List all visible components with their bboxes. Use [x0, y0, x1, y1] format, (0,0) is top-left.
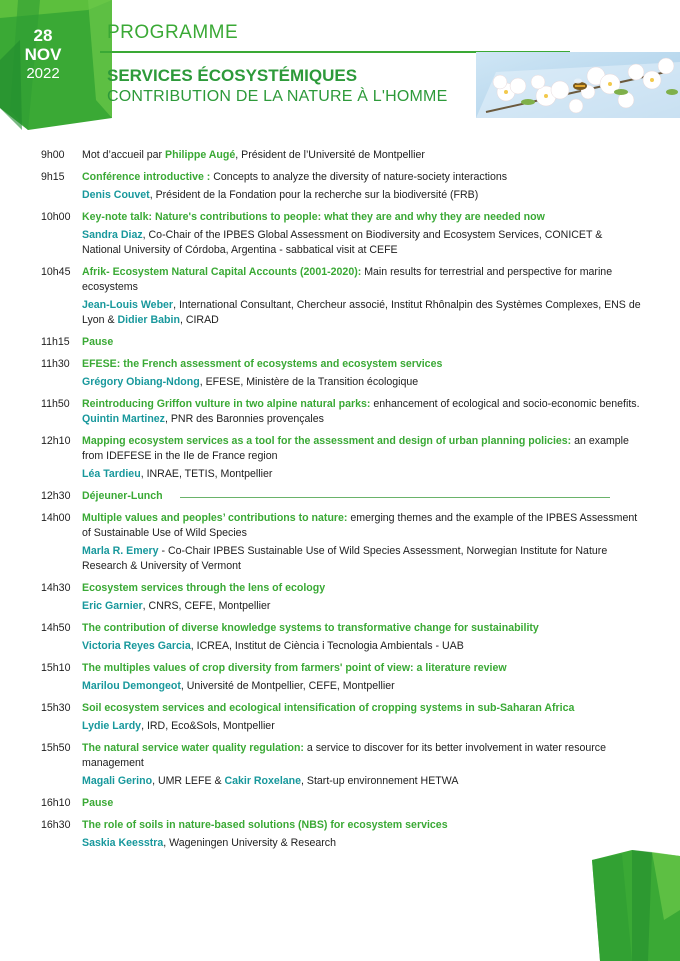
session-title: [82, 357, 642, 372]
page-title: SERVICES ÉCOSYSTÉMIQUES: [107, 66, 358, 85]
session-title: [82, 335, 642, 350]
session-speakers: [82, 467, 642, 482]
session-title: [82, 434, 642, 464]
session-speakers: [82, 188, 642, 203]
page-subtitle: CONTRIBUTION DE LA NATURE À L'HOMME: [107, 88, 448, 105]
schedule-item: [0, 511, 680, 574]
schedule-time: 12h10: [41, 435, 71, 447]
session-text: , Co-Chair of the IPBES Global Assessment on Biodiversity and Ecosystem Services, CONICET & National University of Córdoba, Argentina - sabbatical visit at CEFE: [82, 229, 603, 256]
session-highlight: Pause: [82, 797, 114, 809]
date-year: 2022: [26, 65, 60, 82]
session-title: [82, 148, 642, 163]
session-text: , CIRAD: [179, 314, 219, 326]
session-title: [82, 818, 642, 833]
session-highlight: Déjeuner-Lunch: [82, 490, 163, 502]
schedule-time: 11h50: [41, 398, 70, 410]
session-title: [82, 581, 642, 596]
programme-label: PROGRAMME: [107, 22, 239, 43]
speaker-name: Marilou Demongeot: [82, 680, 181, 692]
schedule-content: [82, 210, 642, 258]
session-highlight: The multiples values of crop diversity from farmers' point of view: a literature review: [82, 662, 507, 674]
session-text: Main results for terrestrial and perspective for marine ecosystems: [82, 266, 613, 293]
schedule-content: [82, 511, 642, 574]
session-text: a service to discover for its better involvement in water resource management: [82, 742, 606, 769]
schedule-time: 14h00: [41, 512, 71, 524]
session-title: [82, 661, 642, 676]
corner-decoration: [592, 850, 680, 961]
session-highlight: EFESE: the French assessment of ecosystems and ecosystem services: [82, 358, 443, 370]
session-title: [82, 701, 642, 716]
schedule-time: 14h30: [41, 582, 71, 594]
session-highlight: The role of soils in nature-based solutions (NBS) for ecosystem services: [82, 819, 448, 831]
schedule-item: [0, 170, 680, 203]
session-speakers: [82, 836, 642, 851]
session-speakers: [82, 679, 642, 694]
schedule-content: [82, 148, 642, 163]
speaker-name: Victoria Reyes Garcia: [82, 640, 191, 652]
speaker-name: Eric Garnier: [82, 600, 143, 612]
date-month: NOV: [24, 45, 62, 64]
session-speakers: [82, 774, 642, 789]
session-text: emerging themes and the example of the IPBES Assessment of Sustainable Use of Wild Species: [82, 512, 638, 539]
session-text: , Président de la Fondation pour la recherche sur la biodiversité (FRB): [149, 189, 479, 201]
session-highlight: Ecosystem services through the lens of ecology: [82, 582, 326, 594]
speaker-name: Lydie Lardy: [82, 720, 142, 732]
session-text: an example from IDEFESE in the Ile de France region: [82, 435, 629, 462]
session-text: - Co-Chair IPBES Sustainable Use of Wild Species Assessment, Norwegian Institute for Nature Research & University of Vermont: [82, 545, 608, 572]
speaker-name: Grégory Obiang-Ndong: [82, 376, 200, 388]
schedule-item: [0, 357, 680, 390]
session-title: [82, 170, 642, 185]
schedule-content: [82, 265, 642, 328]
session-text: , ICREA, Institut de Ciència i Tecnologia Ambientals - UAB: [190, 640, 464, 652]
speaker-name: Denis Couvet: [82, 189, 150, 201]
session-text: , Wageningen University & Research: [163, 837, 336, 849]
session-highlight: Multiple values and peoples’ contributions to nature:: [82, 512, 348, 524]
session-text: , UMR LEFE &: [152, 775, 225, 787]
schedule-item: [0, 397, 680, 427]
schedule-content: [82, 335, 642, 350]
event-date: [0, 26, 86, 83]
session-text: Concepts to analyze the diversity of nature-society interactions: [213, 171, 508, 183]
schedule-item: [0, 661, 680, 694]
programme-schedule: [0, 148, 680, 858]
session-highlight: Mapping ecosystem services as a tool for the assessment and design of urban planning policies:: [82, 435, 572, 447]
session-text: , IRD, Eco&Sols, Montpellier: [141, 720, 275, 732]
schedule-content: [82, 170, 642, 203]
session-text: , Université de Montpellier, CEFE, Montpellier: [180, 680, 395, 692]
schedule-item: [0, 701, 680, 734]
schedule-item: [0, 335, 680, 350]
session-title: [82, 796, 642, 811]
session-title: [82, 397, 642, 427]
session-speakers: [82, 228, 642, 258]
schedule-content: [82, 796, 642, 811]
date-day: 28: [33, 26, 53, 45]
session-highlight: Conférence introductive :: [82, 171, 214, 183]
schedule-time: 15h50: [41, 742, 71, 754]
speaker-name: Quintin Martinez: [82, 413, 165, 425]
speaker-name: Marla R. Emery: [82, 545, 159, 557]
session-text: , EFESE, Ministère de la Transition écologique: [199, 376, 419, 388]
session-highlight: The natural service water quality regulation:: [82, 742, 304, 754]
speaker-name: Jean-Louis Weber: [82, 299, 174, 311]
session-title: [82, 621, 642, 636]
session-highlight: Afrik- Ecosystem Natural Capital Accounts (2001-2020):: [82, 266, 362, 278]
schedule-time: 10h45: [41, 266, 71, 278]
session-text: , INRAE, TETIS, Montpellier: [140, 468, 273, 480]
speaker-name: Didier Babin: [117, 314, 180, 326]
speaker-name: Léa Tardieu: [82, 468, 141, 480]
schedule-item: [0, 818, 680, 851]
session-speakers: [82, 639, 642, 654]
session-speakers: [82, 719, 642, 734]
session-text: enhancement of ecological and socio-economic benefits.: [370, 398, 640, 410]
speaker-name: Saskia Keesstra: [82, 837, 164, 849]
schedule-time: 14h50: [41, 622, 71, 634]
schedule-content: [82, 434, 642, 482]
schedule-item: [0, 741, 680, 789]
session-title: [82, 741, 642, 771]
speaker-name: Cakir Roxelane: [224, 775, 302, 787]
speaker-name: Sandra Diaz: [82, 229, 143, 241]
session-speakers: [82, 375, 642, 390]
schedule-item: [0, 581, 680, 614]
schedule-content: [82, 741, 642, 789]
session-highlight: Philippe Augé: [165, 149, 236, 161]
session-text: , International Consultant, Chercheur associé, Institut Rhônalpin des Systèmes Complexes, ENS de Lyon &: [82, 299, 641, 326]
schedule-time: 11h30: [41, 358, 70, 370]
schedule-item: [0, 621, 680, 654]
lunch-divider: [180, 497, 610, 498]
schedule-time: 11h15: [41, 336, 70, 348]
schedule-content: [82, 818, 642, 851]
schedule-time: 10h00: [41, 211, 71, 223]
schedule-content: [82, 581, 642, 614]
schedule-content: [82, 397, 642, 427]
session-text: , Start-up environnement HETWA: [301, 775, 459, 787]
schedule-time: 16h30: [41, 819, 71, 831]
session-text: , Président de l’Université de Montpellier: [235, 149, 425, 161]
schedule-content: [82, 357, 642, 390]
schedule-time: 15h30: [41, 702, 71, 714]
schedule-time: 15h10: [41, 662, 71, 674]
schedule-time: 12h30: [41, 490, 71, 502]
schedule-item: [0, 148, 680, 163]
schedule-time: 16h10: [41, 797, 71, 809]
session-speakers: [82, 298, 642, 328]
blossom-bee-photo: [476, 52, 680, 118]
session-speakers: [82, 599, 642, 614]
schedule-content: [82, 621, 642, 654]
session-text: , CNRS, CEFE, Montpellier: [142, 600, 271, 612]
schedule-item: [0, 265, 680, 328]
session-highlight: The contribution of diverse knowledge systems to transformative change for sustainability: [82, 622, 539, 634]
schedule-item: [0, 434, 680, 482]
session-text: , PNR des Baronnies provençales: [164, 413, 324, 425]
schedule-content: [82, 701, 642, 734]
session-highlight: Soil ecosystem services and ecological intensification of cropping systems in sub-Saharan Africa: [82, 702, 575, 714]
speaker-name: Magali Gerino: [82, 775, 153, 787]
session-title: [82, 265, 642, 295]
session-title: [82, 511, 642, 541]
schedule-item: [0, 796, 680, 811]
schedule-item: [0, 210, 680, 258]
session-highlight: Key-note talk: Nature's contributions to people: what they are and why they are needed now: [82, 211, 545, 223]
schedule-time: 9h00: [41, 149, 65, 161]
session-speakers: [82, 544, 642, 574]
session-title: [82, 210, 642, 225]
session-text: Mot d’accueil par: [82, 149, 166, 161]
session-highlight: Reintroducing Griffon vulture in two alpine natural parks:: [82, 398, 371, 410]
schedule-content: [82, 661, 642, 694]
schedule-time: 9h15: [41, 171, 65, 183]
schedule-item: [0, 489, 680, 504]
session-highlight: Pause: [82, 336, 114, 348]
